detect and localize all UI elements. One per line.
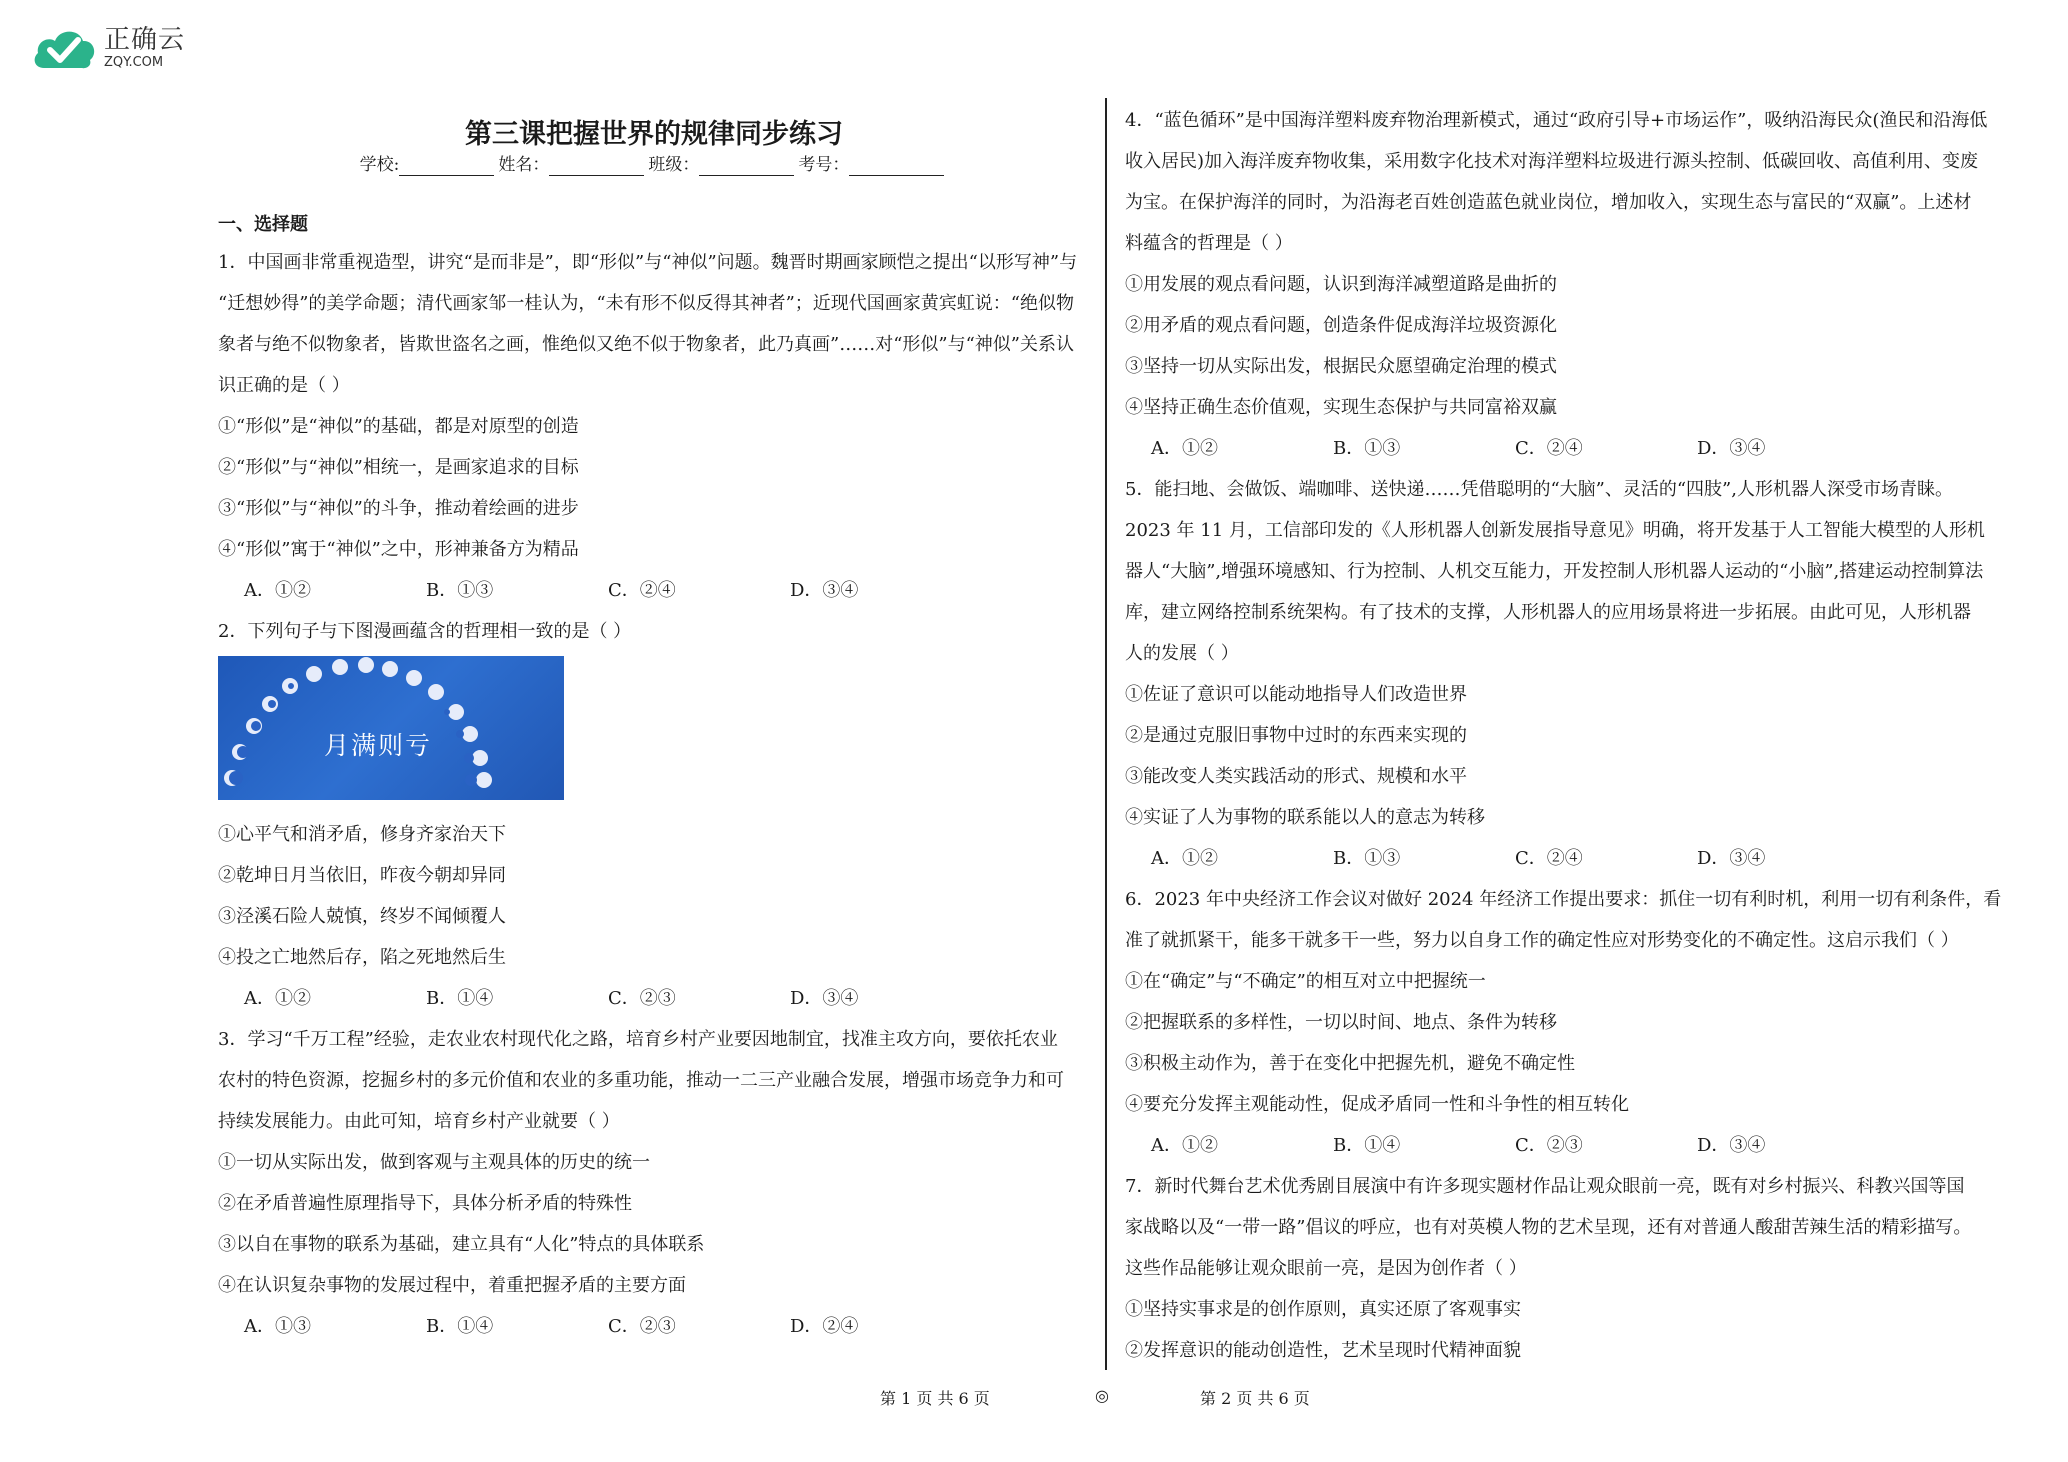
question-text: 收入居民)加入海洋废弃物收集，采用数字化技术对海洋塑料垃圾进行源头控制、低碳回收、高值利用、变废 — [1125, 151, 1979, 172]
question-5 — [1125, 469, 2005, 879]
question-text: 为宝。在保护海洋的同时，为沿海老百姓创造蓝色就业岗位，增加收入，实现生态与富民的“双赢”。上述材 — [1125, 192, 1972, 213]
statement-option: ③能改变人类实践活动的形式、规模和水平 — [1125, 766, 1467, 787]
statement-option: ①坚持实事求是的创作原则，真实还原了客观事实 — [1125, 1299, 1521, 1320]
question-text: 7．新时代舞台艺术优秀剧目展演中有许多现实题材作品让观众眼前一亮，既有对乡村振兴、科教兴国等国 — [1125, 1176, 1965, 1197]
question-2 — [218, 611, 1090, 1019]
checkmark-cloud-icon — [30, 22, 98, 74]
page-title: 第三课把握世界的规律同步练习 — [465, 119, 843, 150]
choice-d[interactable]: D．②④ — [790, 1316, 859, 1337]
statement-option: ①佐证了意识可以能动地指导人们改造世界 — [1125, 684, 1467, 705]
class-label: 班级： — [648, 155, 700, 175]
choice-c[interactable]: C．②④ — [608, 580, 676, 601]
choice-a[interactable]: A．①② — [1151, 438, 1218, 459]
brand-logo — [30, 22, 185, 74]
answer-choices — [1125, 428, 2005, 469]
question-text: 2023 年 11 月，工信部印发的《人形机器人创新发展指导意见》明确，将开发基于人工智能大模型的人形机 — [1125, 520, 1985, 541]
choice-a[interactable]: A．①② — [1151, 848, 1218, 869]
question-text: 这些作品能够让观众眼前一亮，是因为创作者（ ） — [1125, 1258, 1527, 1279]
question-text: 持续发展能力。由此可知，培育乡村产业就要（ ） — [218, 1111, 620, 1132]
answer-choices — [218, 978, 1090, 1019]
statement-option: ①在“确定”与“不确定”的相互对立中把握统一 — [1125, 971, 1486, 992]
choice-a[interactable]: A．①② — [244, 988, 311, 1009]
question-7 — [1125, 1166, 2005, 1371]
statement-option: ③“形似”与“神似”的斗争，推动着绘画的进步 — [218, 498, 579, 519]
question-text: 5．能扫地、会做饭、端咖啡、送快递……凭借聪明的“大脑”、灵活的“四肢”,人形机器人深受市场青睐。 — [1125, 479, 1953, 500]
question-3 — [218, 1019, 1090, 1347]
school-label: 学校: — [359, 155, 400, 175]
left-column — [218, 98, 1090, 1347]
question-text: 6．2023 年中央经济工作会议对做好 2024 年经济工作提出要求：抓住一切有利时机，利用一切有利条件，看 — [1125, 889, 2002, 910]
section-heading: 一、选择题 — [218, 214, 308, 235]
question-text: 4．“蓝色循环”是中国海洋塑料废弃物治理新模式，通过“政府引导+市场运作”，吸纳沿海民众(渔民和沿海低 — [1125, 110, 1988, 131]
question-text: 3．学习“千万工程”经验，走农业农村现代化之路，培育乡村产业要因地制宜，找准主攻方向，要依托农业 — [218, 1029, 1058, 1050]
statement-option: ④投之亡地然后存，陷之死地然后生 — [218, 947, 506, 968]
brand-domain: ZQY.COM — [104, 55, 164, 70]
choice-d[interactable]: D．③④ — [1697, 438, 1766, 459]
moon-phases-image — [218, 656, 564, 800]
footer-separator: ◎ — [1095, 1386, 1109, 1405]
choice-d[interactable]: D．③④ — [790, 988, 859, 1009]
answer-choices — [218, 1306, 1090, 1347]
choice-b[interactable]: B．①③ — [1333, 438, 1401, 459]
choice-c[interactable]: C．②④ — [1515, 438, 1583, 459]
image-caption: 月满则亏 — [324, 731, 433, 760]
choice-b[interactable]: B．①③ — [426, 580, 494, 601]
exam-no-label: 考号： — [798, 155, 850, 175]
school-blank[interactable] — [399, 155, 494, 176]
statement-option: ②是通过克服旧事物中过时的东西来实现的 — [1125, 725, 1467, 746]
statement-option: ②乾坤日月当依旧，昨夜今朝却异同 — [218, 865, 506, 886]
column-divider — [1105, 98, 1107, 1370]
choice-c[interactable]: C．②③ — [608, 1316, 676, 1337]
question-text: 料蕴含的哲理是（ ） — [1125, 233, 1293, 254]
answer-choices — [1125, 838, 2005, 879]
statement-option: ①“形似”是“神似”的基础，都是对原型的创造 — [218, 416, 579, 437]
brand-name: 正确云 — [104, 25, 186, 55]
statement-option: ④“形似”寓于“神似”之中，形神兼备方为精品 — [218, 539, 579, 560]
exam-no-blank[interactable] — [849, 155, 944, 176]
question-text: “迁想妙得”的美学命题；清代画家邹一桂认为，“未有形不似反得其神者”；近现代国画家黄宾虹说：“绝似物 — [218, 293, 1075, 314]
statement-option: ④实证了人为事物的联系能以人的意志为转移 — [1125, 807, 1485, 828]
statement-option: ④要充分发挥主观能动性，促成矛盾同一性和斗争性的相互转化 — [1125, 1094, 1629, 1115]
statement-option: ②在矛盾普遍性原理指导下，具体分析矛盾的特殊性 — [218, 1193, 632, 1214]
statement-option: ④坚持正确生态价值观，实现生态保护与共同富裕双赢 — [1125, 397, 1557, 418]
choice-a[interactable]: A．①② — [1151, 1135, 1218, 1156]
page-number-left: 第 1 页 共 6 页 — [880, 1389, 990, 1408]
statement-option: ③以自在事物的联系为基础，建立具有“人化”特点的具体联系 — [218, 1234, 705, 1255]
question-text: 农村的特色资源，挖掘乡村的多元价值和农业的多重功能，推动一二三产业融合发展，增强市场竞争力和可 — [218, 1070, 1064, 1091]
statement-option: ③泾溪石险人兢慎，终岁不闻倾覆人 — [218, 906, 506, 927]
statement-option: ②“形似”与“神似”相统一，是画家追求的目标 — [218, 457, 579, 478]
page-number-right: 第 2 页 共 6 页 — [1200, 1389, 1310, 1408]
question-text: 1．中国画非常重视造型，讲究“是而非是”，即“形似”与“神似”问题。魏晋时期画家顾恺之提出“以形写神”与 — [218, 252, 1078, 273]
statement-option: ③积极主动作为，善于在变化中把握先机，避免不确定性 — [1125, 1053, 1575, 1074]
statement-option: ①心平气和消矛盾，修身齐家治天下 — [218, 824, 506, 845]
name-label: 姓名： — [498, 155, 550, 175]
choice-d[interactable]: D．③④ — [1697, 1135, 1766, 1156]
statement-option: ④在认识复杂事物的发展过程中，着重把握矛盾的主要方面 — [218, 1275, 686, 1296]
class-blank[interactable] — [699, 155, 794, 176]
choice-a[interactable]: A．①② — [244, 580, 311, 601]
question-1 — [218, 242, 1090, 611]
choice-b[interactable]: B．①④ — [1333, 1135, 1401, 1156]
name-blank[interactable] — [549, 155, 644, 176]
choice-d[interactable]: D．③④ — [1697, 848, 1766, 869]
question-text: 2．下列句子与下图漫画蕴含的哲理相一致的是（ ） — [218, 621, 632, 642]
choice-b[interactable]: B．①④ — [426, 988, 494, 1009]
statement-option: ②把握联系的多样性，一切以时间、地点、条件为转移 — [1125, 1012, 1557, 1033]
question-text: 库，建立网络控制系统架构。有了技术的支撑，人形机器人的应用场景将进一步拓展。由此可见，人形机器 — [1125, 602, 1971, 623]
choice-c[interactable]: C．②④ — [1515, 848, 1583, 869]
choice-b[interactable]: B．①④ — [426, 1316, 494, 1337]
question-text: 家战略以及“一带一路”倡议的呼应，也有对英模人物的艺术呈现，还有对普通人酸甜苦辣生活的精彩描写。 — [1125, 1217, 1972, 1238]
statement-option: ③坚持一切从实际出发，根据民众愿望确定治理的模式 — [1125, 356, 1557, 377]
statement-option: ②发挥意识的能动创造性，艺术呈现时代精神面貌 — [1125, 1340, 1521, 1361]
question-text: 准了就抓紧干，能多干就多干一些，努力以自身工作的确定性应对形势变化的不确定性。这启示我们（ ） — [1125, 930, 1959, 951]
statement-option: ①用发展的观点看问题，认识到海洋减塑道路是曲折的 — [1125, 274, 1557, 295]
choice-a[interactable]: A．①③ — [244, 1316, 311, 1337]
statement-option: ①一切从实际出发，做到客观与主观具体的历史的统一 — [218, 1152, 650, 1173]
choice-c[interactable]: C．②③ — [608, 988, 676, 1009]
choice-b[interactable]: B．①③ — [1333, 848, 1401, 869]
student-info-row — [218, 148, 1090, 182]
question-text: 识正确的是（ ） — [218, 375, 350, 396]
question-text: 象者与绝不似物象者，皆欺世盗名之画，惟绝似又绝不似于物象者，此乃真画”……对“形似”与“神似”关系认 — [218, 334, 1075, 355]
answer-choices — [218, 570, 1090, 611]
choice-c[interactable]: C．②③ — [1515, 1135, 1583, 1156]
question-text: 器人“大脑”,增强环境感知、行为控制、人机交互能力，开发控制人形机器人运动的“小脑”,搭建运动控制算法 — [1125, 561, 1984, 582]
statement-option: ②用矛盾的观点看问题，创造条件促成海洋垃圾资源化 — [1125, 315, 1557, 336]
right-column — [1125, 98, 2005, 1371]
question-6 — [1125, 879, 2005, 1166]
answer-choices — [1125, 1125, 2005, 1166]
choice-d[interactable]: D．③④ — [790, 580, 859, 601]
question-4 — [1125, 100, 2005, 469]
question-text: 人的发展（ ） — [1125, 643, 1239, 664]
